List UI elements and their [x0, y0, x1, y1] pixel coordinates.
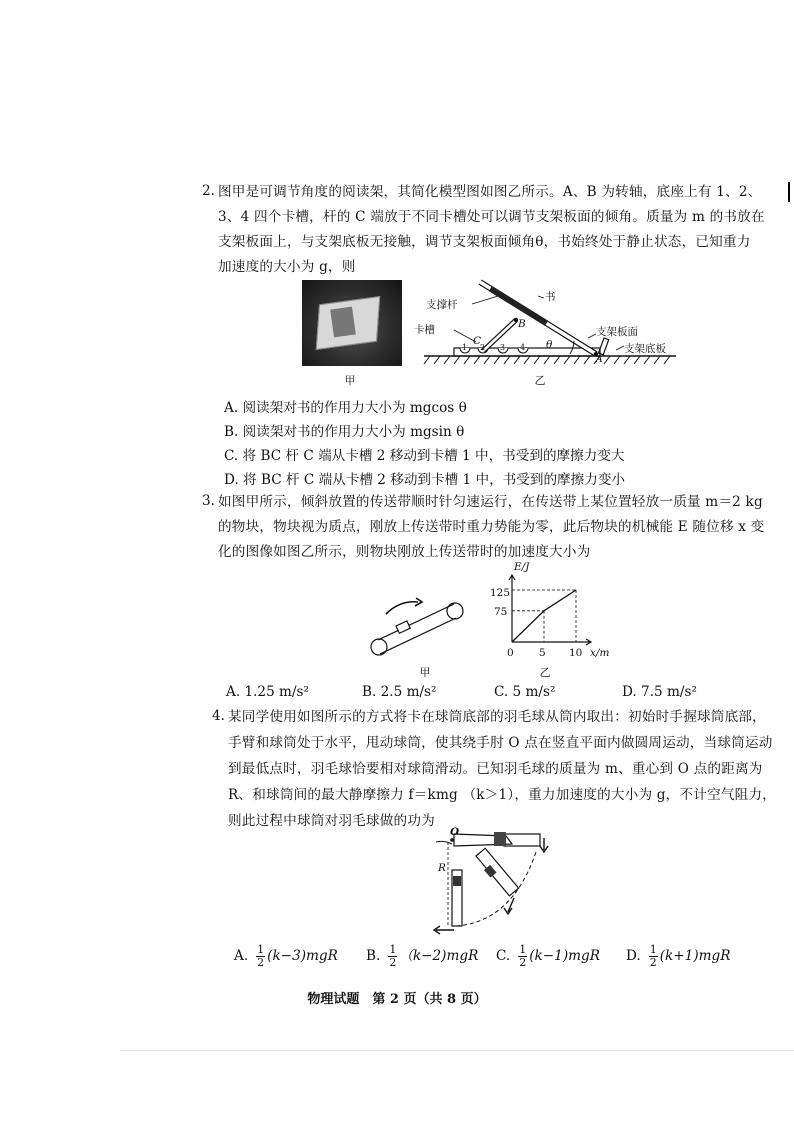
- label-slot-3: 3: [500, 343, 506, 352]
- question-4-line-2: 手臂和球筒处于水平，甩动球筒，使其绕手肘 O 点在竖直平面内做圆周运动，当球筒运动: [228, 735, 773, 751]
- chart-ytick-125: 125: [490, 587, 511, 599]
- direction-arrow: [386, 602, 418, 614]
- figure-3-caption-a: 甲: [419, 666, 431, 679]
- base-leader: [616, 346, 624, 350]
- question-4-option-a: [234, 944, 338, 969]
- label-book: 书: [545, 291, 556, 303]
- reading-stand-photo: [302, 280, 402, 366]
- question-4-option-d: [626, 944, 730, 969]
- option-d-letter: D.: [626, 948, 641, 964]
- question-2-option-a: A. 阅读架对书的作用力大小为 mgcos θ: [224, 400, 467, 416]
- tube-diagonal: [476, 848, 519, 896]
- bottom-rule: [120, 1050, 794, 1051]
- chart-xtick-5: 5: [539, 647, 546, 659]
- option-a-expression: (k−3)mgR: [267, 948, 338, 964]
- option-b-denominator: 2: [389, 956, 397, 969]
- forearm-outline: [436, 841, 452, 844]
- question-4-option-c: [496, 944, 600, 969]
- question-4-option-b: [366, 944, 478, 969]
- tube-swing-diagram: [432, 826, 552, 938]
- question-3-line-1: 如图甲所示，倾斜放置的传送带顺时针匀速运行，在传送带上某位置轻放一质量 m＝2 kg: [218, 494, 763, 510]
- right-pulley: [447, 603, 463, 619]
- ground-hatching: [424, 356, 670, 364]
- label-point-c: C: [473, 335, 482, 347]
- swing-path: [456, 852, 536, 926]
- option-b-numerator: 1: [389, 943, 397, 956]
- label-point-a: A: [596, 355, 603, 365]
- label-point-b: B: [518, 318, 526, 330]
- label-slot: 卡槽: [414, 324, 435, 336]
- option-d-fraction: [649, 944, 658, 969]
- question-4-line-4: R、和球筒间的最大静摩擦力 f＝kmg （k＞1），重力加速度的大小为 g，不计空气阻力，: [228, 787, 777, 803]
- belt-upper: [378, 604, 454, 640]
- question-3-option-d: D. 7.5 m/s²: [622, 684, 697, 700]
- option-d-denominator: 2: [649, 956, 657, 969]
- block: [396, 621, 410, 633]
- option-b-fraction: [388, 944, 397, 969]
- option-a-fraction: [256, 944, 265, 969]
- option-d-numerator: 1: [649, 943, 657, 956]
- question-2-option-b: B. 阅读架对书的作用力大小为 mgsin θ: [224, 424, 465, 440]
- question-3-option-a: A. 1.25 m/s²: [226, 684, 309, 700]
- label-theta: θ: [546, 339, 553, 351]
- question-4-line-5: 则此过程中球筒对羽毛球做的功为: [228, 813, 435, 829]
- hand-shape: [494, 832, 506, 846]
- question-2-line-1: 图甲是可调节角度的阅读架，其简化模型图如图乙所示。A、B 为转轴，底座上有 1、2、: [218, 184, 762, 200]
- option-d-expression: (k+1)mgR: [659, 948, 731, 964]
- chart-xtick-10: 10: [569, 647, 583, 659]
- belt-lower: [380, 618, 456, 654]
- option-a-letter: A.: [234, 948, 249, 964]
- label-radius: R: [438, 862, 446, 874]
- label-slot-1: 1: [462, 343, 468, 352]
- conveyor-diagram: [366, 596, 466, 660]
- option-a-denominator: 2: [257, 956, 265, 969]
- option-b-letter: B.: [366, 948, 381, 964]
- chart-xlabel: x/m: [590, 647, 610, 659]
- question-3-option-c: C. 5 m/s²: [494, 684, 556, 700]
- chart-ytick-75: 75: [494, 606, 508, 618]
- option-c-numerator: 1: [519, 943, 527, 956]
- label-support-rod: 支撑杆: [426, 299, 458, 311]
- question-3-line-2: 的物块，物块视为质点，刚放上传送带时重力势能为零，此后物块的机械能 E 随位移 x 变: [218, 519, 765, 535]
- label-slot-2: 2: [480, 343, 486, 352]
- label-support-base: 支架底板: [624, 343, 666, 355]
- slot-notches: [460, 348, 528, 353]
- question-4-line-3: 到最低点时，羽毛球恰要相对球筒滑动。已知羽毛球的质量为 m、重心到 O 点的距离为: [228, 761, 763, 777]
- rod-leader: [472, 296, 498, 304]
- option-c-denominator: 2: [519, 956, 527, 969]
- reading-stand-photo-book: [330, 307, 356, 338]
- question-2-line-4: 加速度的大小为 g，则: [218, 259, 356, 275]
- question-2-option-c: C. 将 BC 杆 C 端从卡槽 2 移动到卡槽 1 中，书受到的摩擦力变大: [224, 448, 625, 464]
- option-c-letter: C.: [496, 948, 511, 964]
- page-footer: 物理试题 第 2 页（共 8 页）: [307, 992, 487, 1007]
- label-point-o: O: [450, 826, 460, 838]
- label-support-panel: 支架板面: [596, 326, 638, 338]
- option-c-fraction: [518, 944, 527, 969]
- label-slot-4: 4: [520, 343, 526, 352]
- figure-2-caption-b: 乙: [534, 374, 546, 387]
- question-4-number: 4.: [212, 708, 225, 724]
- question-2-line-2: 3、4 四个卡槽，杆的 C 端放于不同卡槽处可以调节支架板面的倾角。质量为 m 的书放在: [218, 209, 765, 225]
- left-pulley: [371, 639, 387, 655]
- chart-ylabel: E/J: [514, 561, 530, 573]
- scan-edge-mark: [788, 182, 790, 202]
- question-3-option-b: B. 2.5 m/s²: [362, 684, 437, 700]
- shuttle-diagonal: [484, 865, 497, 878]
- option-b-expression: （k−2)mgR: [399, 948, 479, 964]
- shuttle-vertical: [453, 876, 461, 886]
- question-3-line-3: 化的图像如图乙所示，则物块刚放上传送带时的加速度大小为: [218, 544, 591, 560]
- pivot-o: [450, 838, 454, 842]
- question-4-line-1: 某同学使用如图所示的方式将卡在球筒底部的羽毛球从筒内取出：初始时手握球筒底部，: [228, 709, 766, 725]
- question-2-number: 2.: [202, 183, 215, 199]
- question-3-number: 3.: [202, 493, 215, 509]
- figure-3-caption-b: 乙: [539, 666, 551, 679]
- question-2-line-3: 支架板面上，与支架底板无接触，调节支架板面倾角θ，书始终处于静止状态，已知重力: [218, 234, 751, 250]
- chart-xtick-0: 0: [507, 647, 514, 659]
- figure-2-caption-a: 甲: [344, 374, 356, 387]
- question-2-option-d: D. 将 BC 杆 C 端从卡槽 2 移动到卡槽 1 中，书受到的摩擦力变小: [224, 472, 626, 488]
- panel-leader: [588, 334, 596, 338]
- book-leader: [538, 296, 544, 298]
- option-a-numerator: 1: [257, 943, 265, 956]
- option-c-expression: (k−1)mgR: [529, 948, 600, 964]
